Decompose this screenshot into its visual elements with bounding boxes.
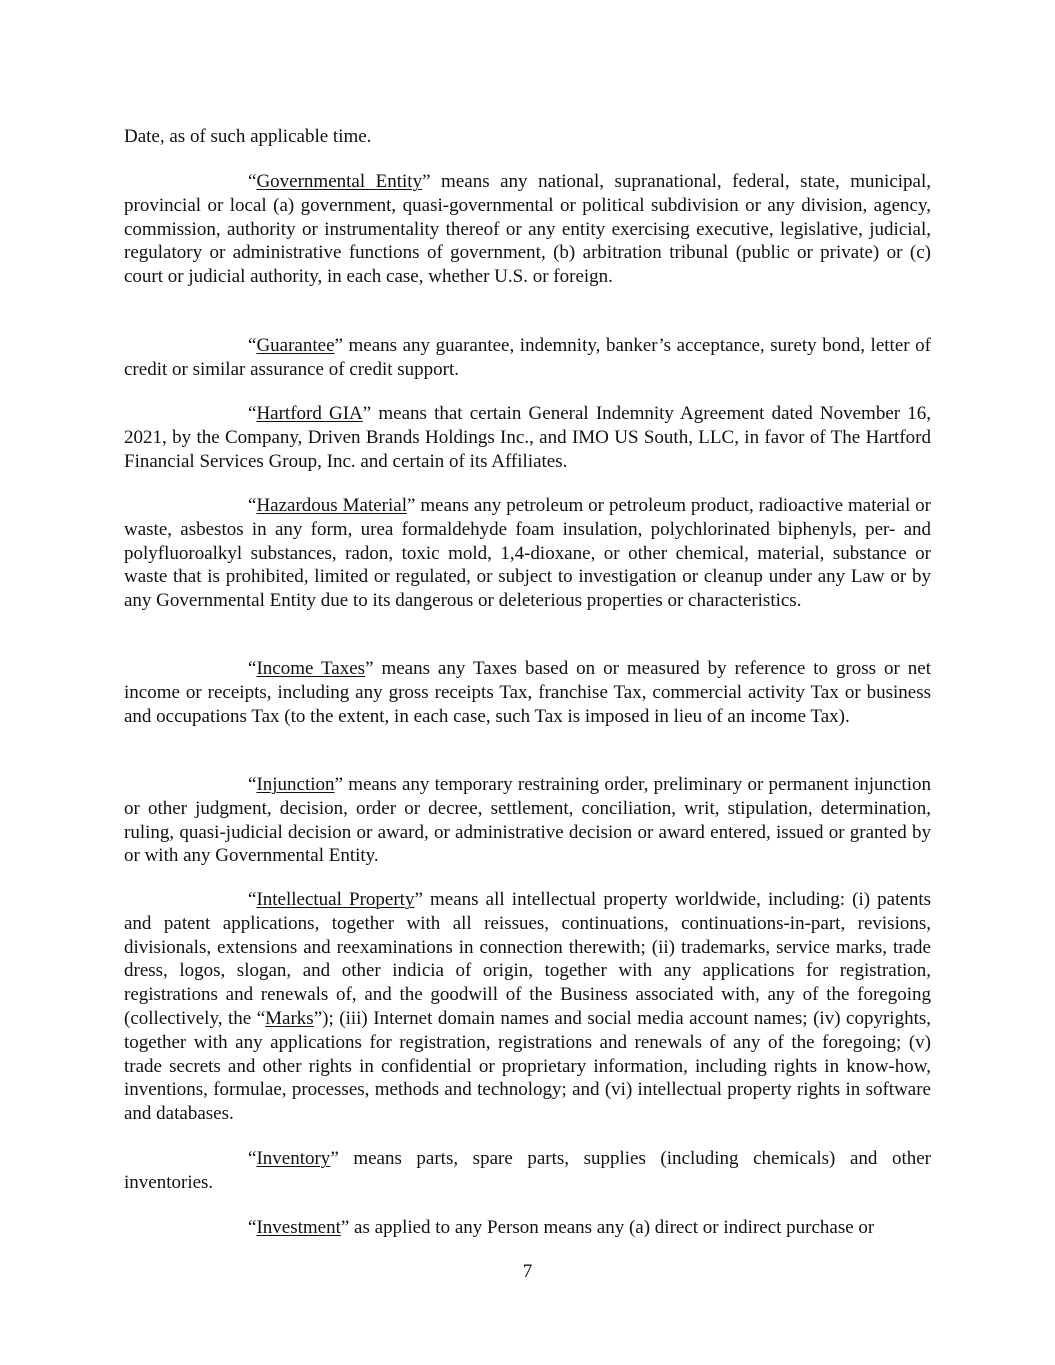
definition-text: ” means parts, spare parts, supplies (including chemicals) and other inventories. — [124, 1148, 931, 1193]
definition-text: ” means any guarantee, indemnity, banker’s acceptance, surety bond, letter of credit or similar assurance of credit support. — [124, 335, 931, 380]
definition-investment: “Investment” as applied to any Person means any (a) direct or indirect purchase or — [248, 1217, 875, 1238]
definition-text: ” means all intellectual property worldwide, including: (i) patents and patent applications, together with all reissues, continuations, continuations-in-part, revisions, divisionals, extensions and reexaminations in connection therewith; (ii) trademarks, service marks, trade dress, logos, slogan, and other indicia of origin, together with any applications for registration, registrations and renewals of, and the goodwill of the Business associated with, any of the foregoing (collectively, the “ — [124, 889, 931, 1029]
definition-text: ” means any national, supranational, federal, state, municipal, provincial or local (a) government, quasi-governmental or political subdivision or any division, agency, commission, authority or instrumentality thereof or any entity exercising executive, legislative, judicial, regulatory or administrative functions of government, (b) arbitration tribunal (public or private) or (c) court or judicial authority, in each case, whether U.S. or foreign. — [124, 171, 931, 288]
definition-governmental-entity: “Governmental Entity” means any national, supranational, federal, state, municipal, provincial or local (a) government, quasi-governmental or political subdivision or any division, agency, commission, authority or instrumentality thereof or any entity exercising executive, legislative, judicial, regulatory or administrative functions of government, (b) arbitration tribunal (public or private) or (c) court or judicial authority, in each case, whether U.S. or foreign. — [124, 171, 931, 288]
page-number: 7 — [522, 1261, 533, 1282]
definition-text: ” means any temporary restraining order, preliminary or permanent injunction or other judgment, decision, order or decree, settlement, conciliation, writ, stipulation, determination, ruling, quasi-judicial decision or award, or administrative decision or award entered, issued or granted by or with any Governmental Entity. — [124, 774, 931, 867]
defined-term: Income Taxes — [256, 658, 366, 679]
definition-inventory: “Inventory” means parts, spare parts, supplies (including chemicals) and other inventories. — [124, 1148, 931, 1193]
definition-text: ” as applied to any Person means any (a) direct or indirect purchase or — [340, 1217, 875, 1238]
carryover-paragraph: Date, as of such applicable time. — [124, 126, 372, 147]
defined-term: Intellectual Property — [256, 889, 415, 910]
definition-guarantee: “Guarantee” means any guarantee, indemnity, banker’s acceptance, surety bond, letter of credit or similar assurance of credit support. — [124, 335, 931, 380]
defined-term: Investment — [256, 1217, 341, 1238]
definition-text: ” means any petroleum or petroleum product, radioactive material or waste, asbestos in any form, urea formaldehyde foam insulation, polychlorinated biphenyls, per- and polyfluoroalkyl substances, radon, toxic mold, 1,4-dioxane, or other chemical, material, substance or waste that is prohibited, limited or regulated, or subject to investigation or cleanup under any Law or by any Governmental Entity due to its dangerous or deleterious properties or characteristics. — [124, 495, 931, 612]
definition-text: ”); (iii) Internet domain names and social media account names; (iv) copyrights, together with any applications for registration, registrations and renewals of any of the foregoing; (v) trade secrets and other rights in confidential or proprietary information, including rights in know-how, inventions, formulae, processes, methods and technology; and (vi) intellectual property rights in software and databases. — [124, 1007, 931, 1125]
defined-sub-term: Marks — [265, 1007, 314, 1029]
definition-injunction: “Injunction” means any temporary restraining order, preliminary or permanent injunction or other judgment, decision, order or decree, settlement, conciliation, writ, stipulation, determination, ruling, quasi-judicial decision or award, or administrative decision or award entered, issued or granted by or with any Governmental Entity. — [124, 774, 931, 867]
defined-term: Injunction — [256, 774, 335, 795]
defined-term: Hartford GIA — [256, 403, 363, 424]
definition-text: ” means that certain General Indemnity Agreement dated November 16, 2021, by the Company, Driven Brands Holdings Inc., and IMO US South, LLC, in favor of The Hartford Financial Services Group, Inc. and certain of its Affiliates. — [124, 403, 931, 472]
definition-intellectual-property: “Intellectual Property” means all intellectual property worldwide, including: (i) patents and patent applications, together with all reissues, continuations, continuations-in-part, revisions, divisionals, extensions and reexaminations in connection therewith; (ii) trademarks, service marks, trade dress, logos, slogan, and other indicia of origin, together with any applications for registration, registrations and renewals of, and the goodwill of the Business associated with, any of the foregoing (collectively, the “Marks”); (iii) Internet domain names and social media account names; (iv) copyrights, together with any applications for registration, registrations and renewals of any of the foregoing; (v) trade secrets and other rights in confidential or proprietary information, including rights in know-how, inventions, formulae, processes, methods and technology; and (vi) intellectual property rights in software and databases. — [124, 889, 931, 1125]
defined-term: Guarantee — [256, 335, 335, 356]
definition-text: ” means any Taxes based on or measured by reference to gross or net income or receipts, including any gross receipts Tax, franchise Tax, commercial activity Tax or business and occupations Tax (to the extent, in each case, such Tax is imposed in lieu of an income Tax). — [124, 658, 931, 727]
defined-term: Governmental Entity — [256, 171, 423, 192]
defined-term: Inventory — [256, 1148, 331, 1169]
defined-term: Hazardous Material — [256, 495, 407, 516]
definition-income-taxes: “Income Taxes” means any Taxes based on or measured by reference to gross or net income or receipts, including any gross receipts Tax, franchise Tax, commercial activity Tax or business and occupations Tax (to the extent, in each case, such Tax is imposed in lieu of an income Tax). — [124, 658, 931, 727]
definition-hartford-gia: “Hartford GIA” means that certain General Indemnity Agreement dated November 16, 2021, by the Company, Driven Brands Holdings Inc., and IMO US South, LLC, in favor of The Hartford Financial Services Group, Inc. and certain of its Affiliates. — [124, 403, 931, 472]
definition-hazardous-material: “Hazardous Material” means any petroleum or petroleum product, radioactive material or waste, asbestos in any form, urea formaldehyde foam insulation, polychlorinated biphenyls, per- and polyfluoroalkyl substances, radon, toxic mold, 1,4-dioxane, or other chemical, material, substance or waste that is prohibited, limited or regulated, or subject to investigation or cleanup under any Law or by any Governmental Entity due to its dangerous or deleterious properties or characteristics. — [124, 495, 931, 612]
